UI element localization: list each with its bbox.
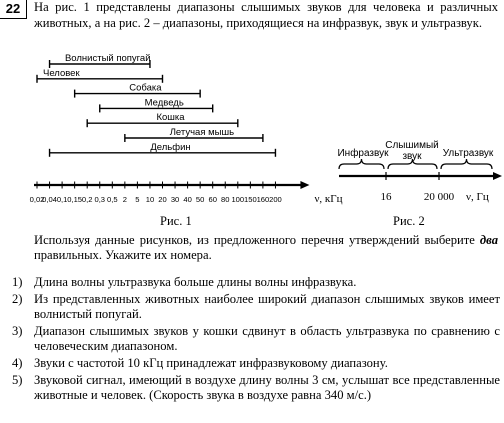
tick-label: 0,15 — [67, 195, 83, 204]
tick-label: 160 — [256, 195, 270, 204]
tick-label: 0,5 — [107, 195, 118, 204]
option-2 — [12, 292, 500, 321]
brace-ultrasound — [441, 159, 492, 169]
region-ultrasound: Ультразвук — [442, 148, 494, 159]
tick-label: 20 000 — [423, 191, 455, 203]
range-label: Летучая мышь — [169, 127, 235, 138]
range-label: Медведь — [144, 97, 184, 109]
option-text: Длина волны ультразвука больше длины волны инфразвука. — [34, 275, 357, 289]
tick-label: 16 — [380, 191, 392, 203]
range-label: Кошка — [156, 112, 185, 124]
axis-label: ν, кГц — [314, 193, 343, 205]
axis-label: ν, Гц — [466, 191, 489, 203]
intro-text: На рис. 1 представлены диапазоны слышимых звуков для человека и различных животных, а на рис. 2 – диапазоны, приходящиеся на инфразвук, звук и ультразвук. — [34, 0, 498, 30]
option-number: 5) — [12, 372, 23, 387]
tick-label: 0,1 — [56, 195, 68, 204]
tick-label: 200 — [269, 195, 282, 204]
x-axis-arrow — [300, 181, 309, 189]
tick-label: 5 — [135, 195, 140, 204]
option-text: Диапазон слышимых звуков у кошки сдвинут в область ультразвука по сравнению с человеческим диапазоном. — [34, 323, 500, 353]
question-number: 22 — [0, 0, 27, 19]
option-number: 1) — [12, 275, 23, 289]
x-axis-arrow — [493, 172, 502, 180]
tick-label: 50 — [195, 195, 205, 204]
tick-label: 100 — [231, 195, 245, 204]
answer-options — [12, 275, 500, 405]
tick-label: 40 — [183, 195, 192, 204]
tick-label: 0,2 — [81, 195, 93, 204]
option-number: 3) — [12, 323, 23, 338]
option-1 — [12, 275, 500, 290]
tick-label: 80 — [221, 195, 230, 204]
option-text: Звуковой сигнал, имеющий в воздухе длину волны 3 см, услышат все представленные животные и человек. (Скорость звука в воздухе равна 340 м/с.) — [34, 372, 500, 402]
range-label: Дельфин — [150, 141, 191, 153]
region-audible: Слышимый — [385, 140, 439, 151]
option-text: Звуки с частотой 10 кГц принадлежат инфразвуковому диапазону. — [34, 355, 388, 370]
region-audible-2: звук — [402, 151, 422, 162]
tick-label: 2 — [122, 195, 127, 204]
tick-label: 60 — [208, 195, 217, 204]
tick-label: 10 — [145, 195, 155, 204]
tick-label: 20 — [158, 195, 167, 204]
brace-infrasound — [339, 159, 384, 169]
figure-2-caption: Рис. 2 — [393, 214, 425, 228]
option-number: 4) — [12, 355, 23, 370]
tick-label: 0,04 — [42, 195, 57, 204]
tick-label: 0,3 — [94, 195, 106, 204]
option-text: Из представленных животных наиболее широкий диапазон слышимых звуков имеет волнистый попугай. — [34, 292, 500, 321]
option-4 — [12, 356, 500, 371]
tick-label: 30 — [170, 195, 180, 204]
tick-label: 0,02 — [29, 195, 45, 204]
figures — [0, 52, 504, 217]
option-3 — [12, 324, 500, 353]
tick-label: 150 — [244, 195, 257, 204]
figure-1-caption: Рис. 1 — [160, 214, 192, 228]
range-label: Волнистый попугай — [64, 53, 151, 64]
option-5 — [12, 373, 500, 402]
range-label: Человек — [43, 67, 80, 79]
option-number: 2) — [12, 292, 23, 307]
figure-1-range-chart — [30, 53, 343, 205]
region-infrasound: Инфразвук — [337, 148, 389, 159]
task-text: Используя данные рисунков, из предложенного перечня утверждений выберите два правильных. Укажите их номера. — [34, 233, 498, 262]
range-label: Собака — [129, 82, 162, 94]
figure-2-sound-spectrum — [337, 140, 502, 203]
